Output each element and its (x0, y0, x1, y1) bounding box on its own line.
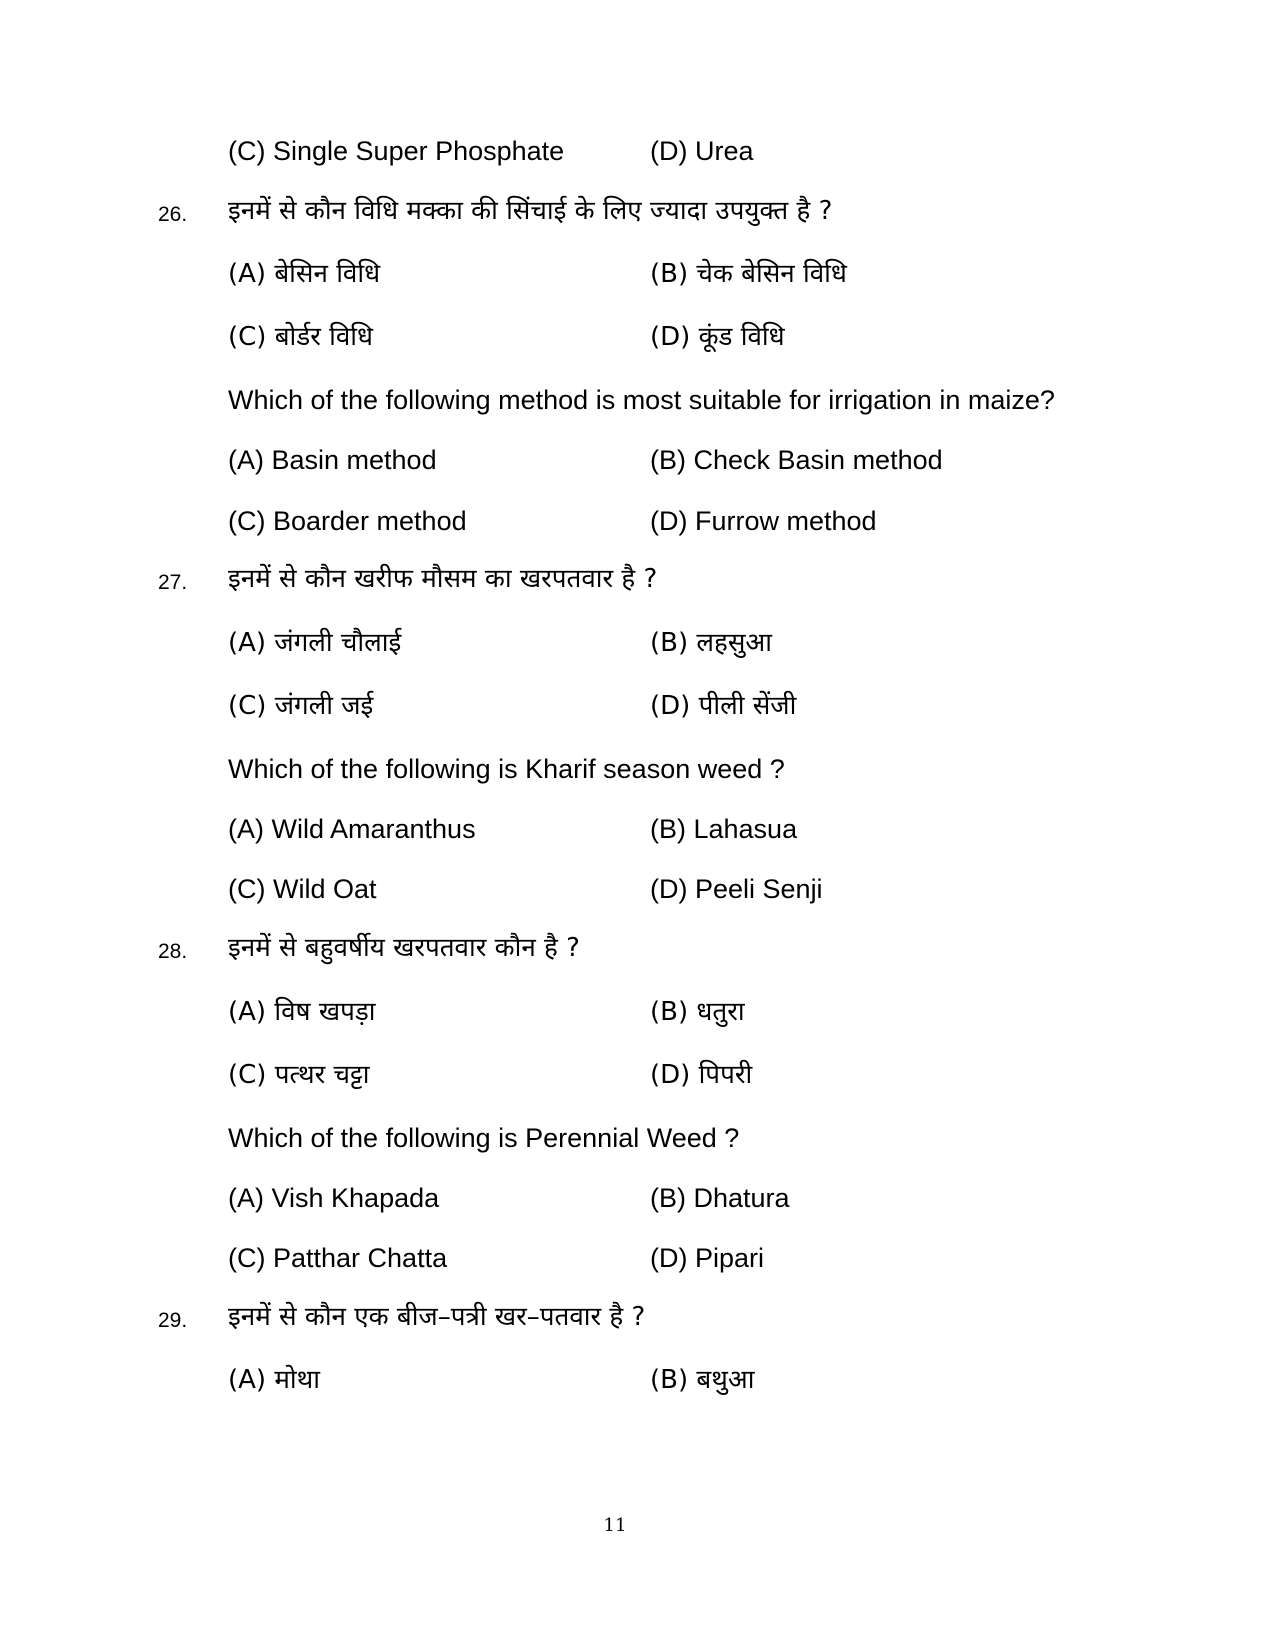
hindi-question-text: इनमें से बहुवर्षीय खरपतवार कौन है ? (228, 933, 580, 963)
hindi-question-text: इनमें से कौन एक बीज–पत्री खर–पतवार है ? (228, 1302, 646, 1332)
option-text: (B) Lahasua (650, 814, 798, 844)
option-text: (D) Furrow method (650, 506, 877, 536)
option-text: (D) Peeli Senji (650, 874, 823, 904)
english-question-text: Which of the following method is most suitable for irrigation in maize? (228, 385, 1055, 415)
option-text: (C) Patthar Chatta (228, 1243, 448, 1273)
option-text: (B) चेक बेसिन विधि (650, 259, 847, 289)
question-number: 28. (158, 940, 188, 963)
option-text: (A) मोथा (228, 1365, 320, 1395)
option-text: (C) बोर्डर विधि (228, 322, 374, 352)
question-number: 29. (158, 1309, 188, 1332)
option-text: (A) Basin method (228, 445, 437, 475)
option-text: (D) Pipari (650, 1243, 765, 1273)
option-text: (C) Wild Oat (228, 874, 377, 904)
option-text: (C) Single Super Phosphate (228, 136, 565, 166)
english-question-text: Which of the following is Kharif season weed ? (228, 754, 785, 784)
option-text: (D) Urea (650, 136, 754, 166)
hindi-question-text: इनमें से कौन विधि मक्का की सिंचाई के लिए ज्यादा उपयुक्त है ? (228, 196, 833, 226)
option-text: (C) Boarder method (228, 506, 467, 536)
option-text: (B) लहसुआ (650, 628, 772, 658)
option-text: (A) विष खपड़ा (228, 997, 376, 1027)
option-text: (D) पीली सेंजी (650, 691, 797, 721)
option-text: (D) कूंड विधि (650, 322, 785, 352)
option-text: (A) बेसिन विधि (228, 259, 381, 289)
option-text: (C) पत्थर चट्टा (228, 1060, 370, 1090)
option-text: (B) बथुआ (650, 1365, 755, 1395)
option-text: (A) जंगली चौलाई (228, 628, 402, 658)
page-number: 11 (603, 1515, 627, 1536)
english-question-text: Which of the following is Perennial Weed ? (228, 1123, 740, 1153)
option-text: (A) Vish Khapada (228, 1183, 440, 1213)
option-text: (B) Dhatura (650, 1183, 790, 1213)
option-text: (A) Wild Amaranthus (228, 814, 476, 844)
option-text: (B) Check Basin method (650, 445, 943, 475)
question-number: 26. (158, 203, 188, 226)
hindi-question-text: इनमें से कौन खरीफ मौसम का खरपतवार है ? (228, 564, 658, 594)
question-number: 27. (158, 571, 188, 594)
option-text: (C) जंगली जई (228, 691, 374, 721)
option-text: (B) धतुरा (650, 997, 745, 1027)
option-text: (D) पिपरी (650, 1060, 753, 1090)
